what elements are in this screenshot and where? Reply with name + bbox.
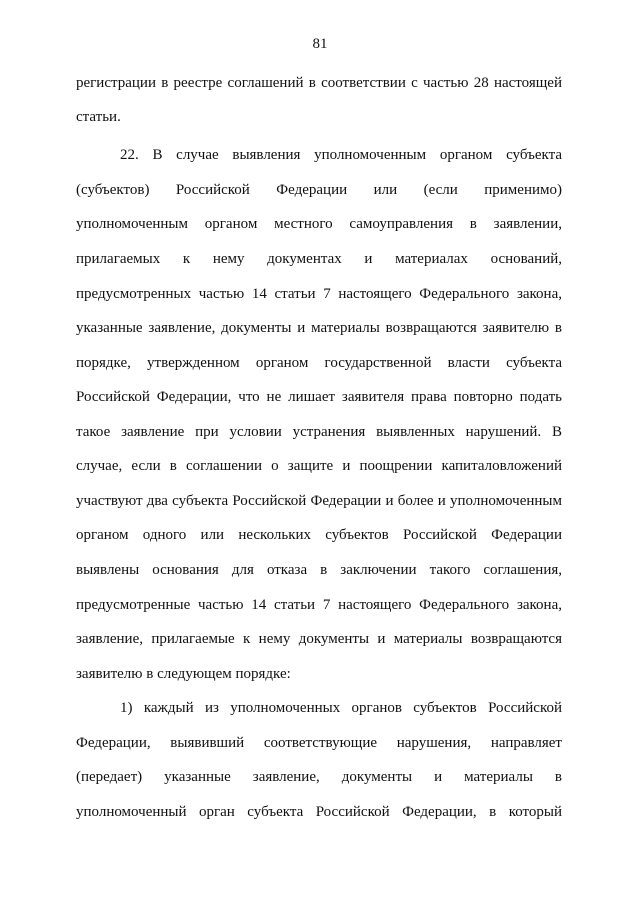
text-line: (субъектов) Российской Федерации или (если применимо) — [76, 182, 562, 198]
page-number: 81 — [312, 36, 328, 52]
text-line: уполномоченный орган субъекта Российской Федерации, в который — [76, 804, 562, 820]
text-line: предусмотренных частью 14 статьи 7 настоящего Федерального закона, — [76, 286, 562, 302]
paragraph-start-line: 22. В случае выявления уполномоченным органом субъекта — [120, 147, 562, 163]
text-line: указанные заявление, документы и материалы возвращаются заявителю в — [76, 320, 562, 336]
text-line: органом одного или нескольких субъектов Российской Федерации — [76, 527, 562, 543]
text-line: регистрации в реестре соглашений в соответствии с частью 28 настоящей — [76, 75, 562, 91]
text-line: участвуют два субъекта Российской Федерации и более и уполномоченным — [76, 493, 562, 509]
text-line: прилагаемых к нему документах и материалах оснований, — [76, 251, 562, 267]
text-line: предусмотренные частью 14 статьи 7 настоящего Федерального закона, — [76, 597, 562, 613]
text-line: такое заявление при условии устранения выявленных нарушений. В — [76, 424, 562, 440]
text-line: уполномоченным органом местного самоуправления в заявлении, — [76, 216, 562, 232]
text-line: выявлены основания для отказа в заключении такого соглашения, — [76, 562, 562, 578]
text-line: Российской Федерации, что не лишает заявителя права повторно подать — [76, 389, 562, 405]
list-item-start-line: 1) каждый из уполномоченных органов субъектов Российской — [120, 700, 562, 716]
text-line: случае, если в соглашении о защите и поощрении капиталовложений — [76, 458, 562, 474]
text-line: заявителю в следующем порядке: — [76, 666, 291, 682]
text-line: статьи. — [76, 109, 121, 125]
text-line: (передает) указанные заявление, документы и материалы в — [76, 769, 562, 785]
text-line: заявление, прилагаемые к нему документы и материалы возвращаются — [76, 631, 562, 647]
text-line: порядке, утвержденном органом государственной власти субъекта — [76, 355, 562, 371]
text-line: Федерации, выявивший соответствующие нарушения, направляет — [76, 735, 562, 751]
